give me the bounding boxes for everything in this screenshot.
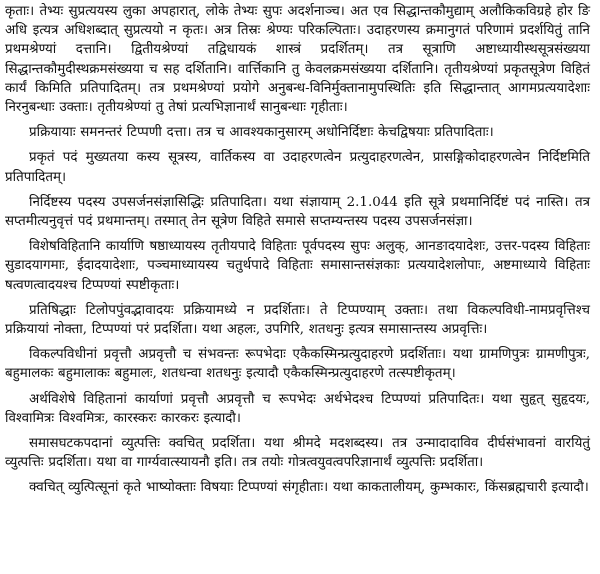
paragraph-etymology: समासघटकपदानां व्युत्पत्तिः क्वचित् प्रदर्शिता। यथा श्रीमदे मदशब्दस्य। तत्र उन्मादादाविव दीर्घसंभावनां वारयितुं व्युत्पत्तिः प्रदर्शिता। यथा वा गार्ग्यवात्स्यायनौ इति। तत्र तयोः गोत्रत्वयुवत्वपरिज्ञानार्थं व्युत्पत्तिः प्रदर्शिता। (5, 436, 590, 471)
paragraph-bhashya-topics: क्वचित् व्युत्पित्सूनां कृते भाष्योक्ताः विषयाः टिप्पण्यां संगृहीताः। यथा काकतालीयम्, कुम्भकारः, किंसब्रह्मचारी इत्यादौ। (29, 480, 589, 496)
paragraph-meaning-specific: अर्थविशेषे विहितानां कार्याणां प्रवृत्तौ अप्रवृत्तौ च रूपभेदः अर्थभेदश्च टिप्पण्यां प्रतिपादितः। यथा सुहृत् सुहृदयः, विश्वामित्रः विश्वमित्रः, कारस्करः कारकरः इत्यादौ। (5, 391, 590, 426)
paragraph-special-operations: विशेषविहितानि कार्याणि षष्ठाध्यायस्य तृतीयपादे विहिताः पूर्वपदस्य सुपः अलुक्, आनङादयादेशः, उत्तर-पदस्य विहिताः सुडादयागमाः, ईदादयादेशाः, पञ्चमाध्यायस्य चतुर्थपादे विहिताः समासान्तसंज्ञकाः प्रत्ययादेशलोपाः, अष्टमाध्याये विहिताः षत्वणत्वादयश्च टिप्पण्यां स्पष्टीकृताः। (5, 239, 590, 293)
paragraph-upasarjana: निर्दिष्टस्य पदस्य उपसर्जनसंज्ञासिद्धिः प्रतिपादिता। यथा संज्ञायाम् 2.1.044 इति सूत्रे प्रथमानिर्दिष्टं पदं नास्ति। तत्र सप्तमीत्यनुवृत्तं पदं प्रथमान्तम्। तस्मात् तेन सूत्रेण विहिते समासे सप्तम्यन्तस्य पदस्य उपसर्जनसंज्ञा। (5, 194, 590, 230)
paragraph-commentary: प्रक्रियायाः समनन्तरं टिप्पणी दत्ता। तत्र च आवश्यकानुसारम् अधोनिर्दिष्टाः केचद्विषयाः प्रतिपादिताः। (29, 125, 494, 141)
paragraph-intro: कृताः। तेभ्यः सुप्रत्ययस्य लुका अपहारात्, लोके तेभ्यः सुपः अदर्शनाञ्च। अत एव सिद्धान्तकौमुद्याम् अलौकिकविग्रहे होर ङि अधि इत्यत्र अधिशब्दात् सुप्रत्ययो न कृतः। अत्र तिस्रः श्रेण्यः परिकल्पिताः। उदाहरणस्य क्रमानुगतं परिणामं प्रदर्शयितुं तानि प्रथमश्रेण्यां दत्तानि। द्वितीयश्रेण्यां तद्विधायकं शास्त्रं प्रदर्शितम्। तत्र सूत्राणि अष्टाध्यायीस्थसूत्रसंख्यया सिद्धान्तकौमुदीस्थक्रमसंख्यया च सह दर्शितानि। वार्त्तिकानि तु केवलक्रमसंख्यया दर्शितानि। तृतीयश्रेण्यां प्रकृतसूत्रेण विहितं कार्यं किमिति प्रतिपादितम्। तत्र प्रथमश्रेण्यां प्रयोगे अनुबन्ध-विनिर्मुक्तानामुपस्थितिः इति सिद्धान्तात् आगमप्रत्ययादेशाः निरनुबन्धाः उक्ताः। तृतीयश्रेण्यां तु तेषां प्रत्यभिज्ञानार्थं सानुबन्धाः गृहीताः। (5, 4, 590, 116)
paragraph-example-role: प्रकृतं पदं मुख्यतया कस्य सूत्रस्य, वार्तिकस्य वा उदाहरणत्वेन प्रत्युदाहरणत्वेन, प्रासङ्गिकोदाहरणत्वेन निर्दिष्टमिति प्रतिपादितम्। (5, 150, 590, 185)
paragraph-optional-rules: विकल्पविधीनां प्रवृत्तौ अप्रवृत्तौ च संभवन्तः रूपभेदाः एकैकस्मिन्प्रत्युदाहरणे प्रदर्शिताः। यथा ग्रामणिपुत्रः ग्रामणीपुत्रः, बहुमालकः बहुमालाकः बहुमालः, शतधन्वा शतधनुः इत्यादौ एकैकस्मिन्प्रत्युदाहरणे तत्स्पष्टीकृतम्। (5, 347, 590, 382)
paragraph-prohibited: प्रतिषिद्धाः टिलोपपुंवद्भावादयः प्रक्रियामध्ये न प्रदर्शिताः। ते टिप्पण्याम् उक्ताः। तथा विकल्पविधी-नामप्रवृत्तिश्च प्रक्रियायां नोक्ता, टिप्पण्यां परं प्रदर्शिता। यथा अहलः, उपगिरि, शतधनुः इत्यत्र समासान्तस्य अप्रवृत्तिः। (5, 302, 590, 338)
